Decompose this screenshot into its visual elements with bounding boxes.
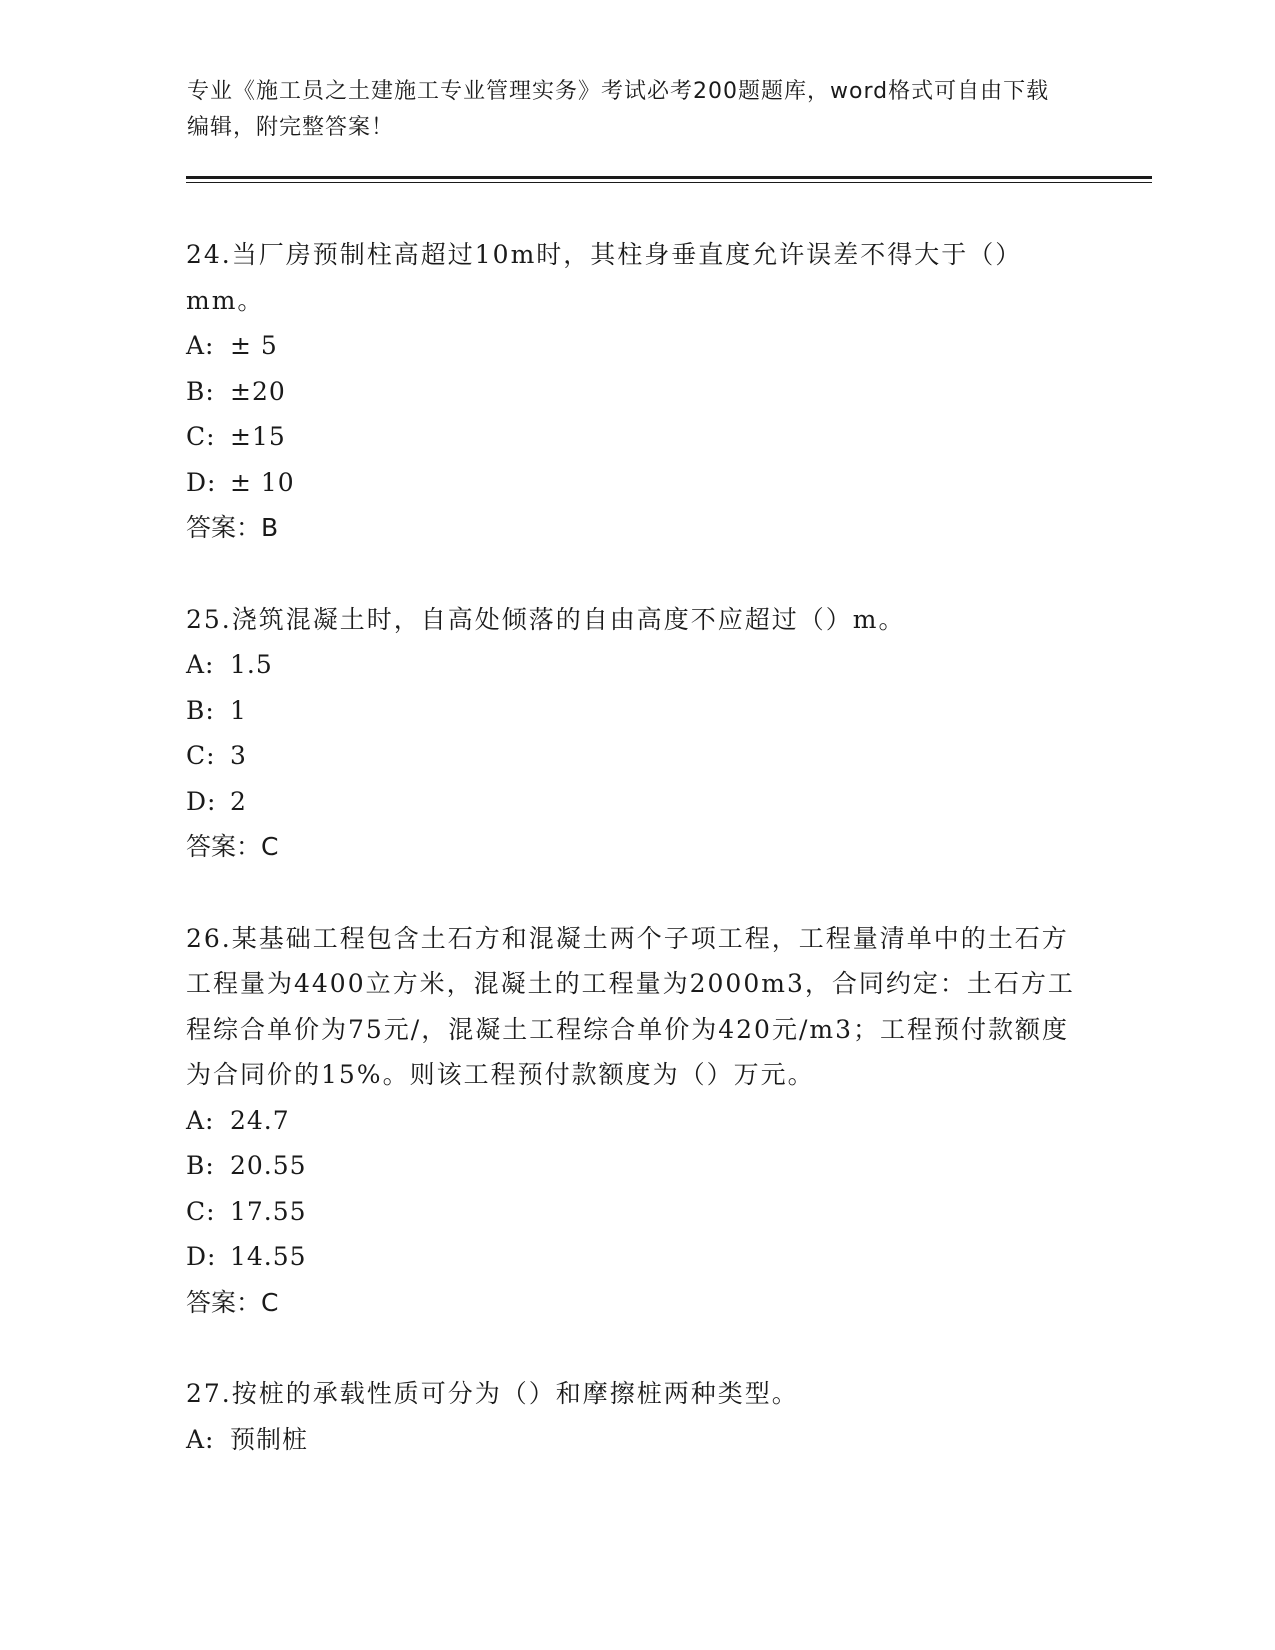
- option-text: 2: [230, 786, 247, 816]
- question-stem: 24.当厂房预制柱高超过10m时，其柱身垂直度允许误差不得大于（）mm。: [186, 240, 1023, 315]
- answer-line: 答案：C: [186, 1287, 279, 1317]
- question-stem: 27.按桩的承载性质可分为（）和摩擦桩两种类型。: [186, 1379, 799, 1408]
- answer-line: 答案：B: [186, 513, 279, 542]
- option-text: ±15: [230, 422, 286, 451]
- question-27: [186, 1371, 1086, 1462]
- option-d: [186, 460, 1086, 506]
- question-25: [186, 597, 1086, 870]
- question-list: [186, 232, 1086, 1508]
- option-b: [186, 369, 1086, 415]
- option-letter: B:: [186, 695, 215, 725]
- option-text: 24.7: [230, 1105, 290, 1135]
- option-a: [186, 642, 1086, 688]
- option-b: [186, 1143, 1086, 1189]
- option-c: [186, 1189, 1086, 1235]
- option-letter: D:: [186, 1242, 217, 1271]
- option-letter: C:: [186, 1196, 216, 1226]
- option-text: ±20: [230, 376, 286, 406]
- option-b: [186, 688, 1086, 734]
- option-d: [186, 779, 1086, 825]
- question-stem: 25.浇筑混凝土时，自高处倾落的自由高度不应超过（）m。: [186, 604, 906, 634]
- option-letter: D:: [186, 786, 217, 816]
- option-text: 17.55: [230, 1196, 307, 1226]
- option-text: 1: [230, 695, 247, 725]
- option-text: 20.55: [230, 1151, 307, 1180]
- answer-line: 答案：C: [186, 832, 279, 861]
- question-stem: 26.某基础工程包含土石方和混凝土两个子项工程，工程量清单中的土石方工程量为4400立方米，混凝土的工程量为2000m3，合同约定：土石方工程综合单价为75元/，混凝土工程综合单价为420元/m3；工程预付款额度为合同价的15%。则该工程预付款额度为（）万元。: [186, 923, 1075, 1089]
- option-a: [186, 1098, 1086, 1144]
- option-text: ± 5: [230, 331, 278, 360]
- option-c: [186, 414, 1086, 460]
- option-letter: C:: [186, 422, 216, 451]
- option-a: [186, 323, 1086, 369]
- option-letter: B:: [186, 376, 215, 406]
- option-a: [186, 1417, 1086, 1463]
- option-letter: C:: [186, 741, 216, 770]
- option-text: 3: [230, 741, 247, 770]
- option-letter: A:: [186, 1424, 215, 1454]
- option-letter: B:: [186, 1151, 215, 1180]
- option-text: 14.55: [230, 1242, 307, 1271]
- question-26: [186, 916, 1086, 1326]
- option-letter: A:: [186, 650, 215, 679]
- option-text: ± 10: [230, 467, 295, 497]
- option-c: [186, 733, 1086, 779]
- header-divider-thick: [186, 176, 1152, 179]
- question-24: [186, 232, 1086, 551]
- option-text: 1.5: [230, 650, 273, 679]
- option-text: 预制桩: [230, 1424, 309, 1454]
- option-letter: A:: [186, 1105, 215, 1135]
- document-header: 专业《施工员之土建施工专业管理实务》考试必考200题题库，word格式可自由下载编辑，附完整答案！: [187, 79, 1050, 140]
- option-letter: A:: [186, 331, 215, 360]
- option-d: [186, 1234, 1086, 1280]
- header-divider-thin: [186, 182, 1152, 183]
- option-letter: D:: [186, 467, 217, 497]
